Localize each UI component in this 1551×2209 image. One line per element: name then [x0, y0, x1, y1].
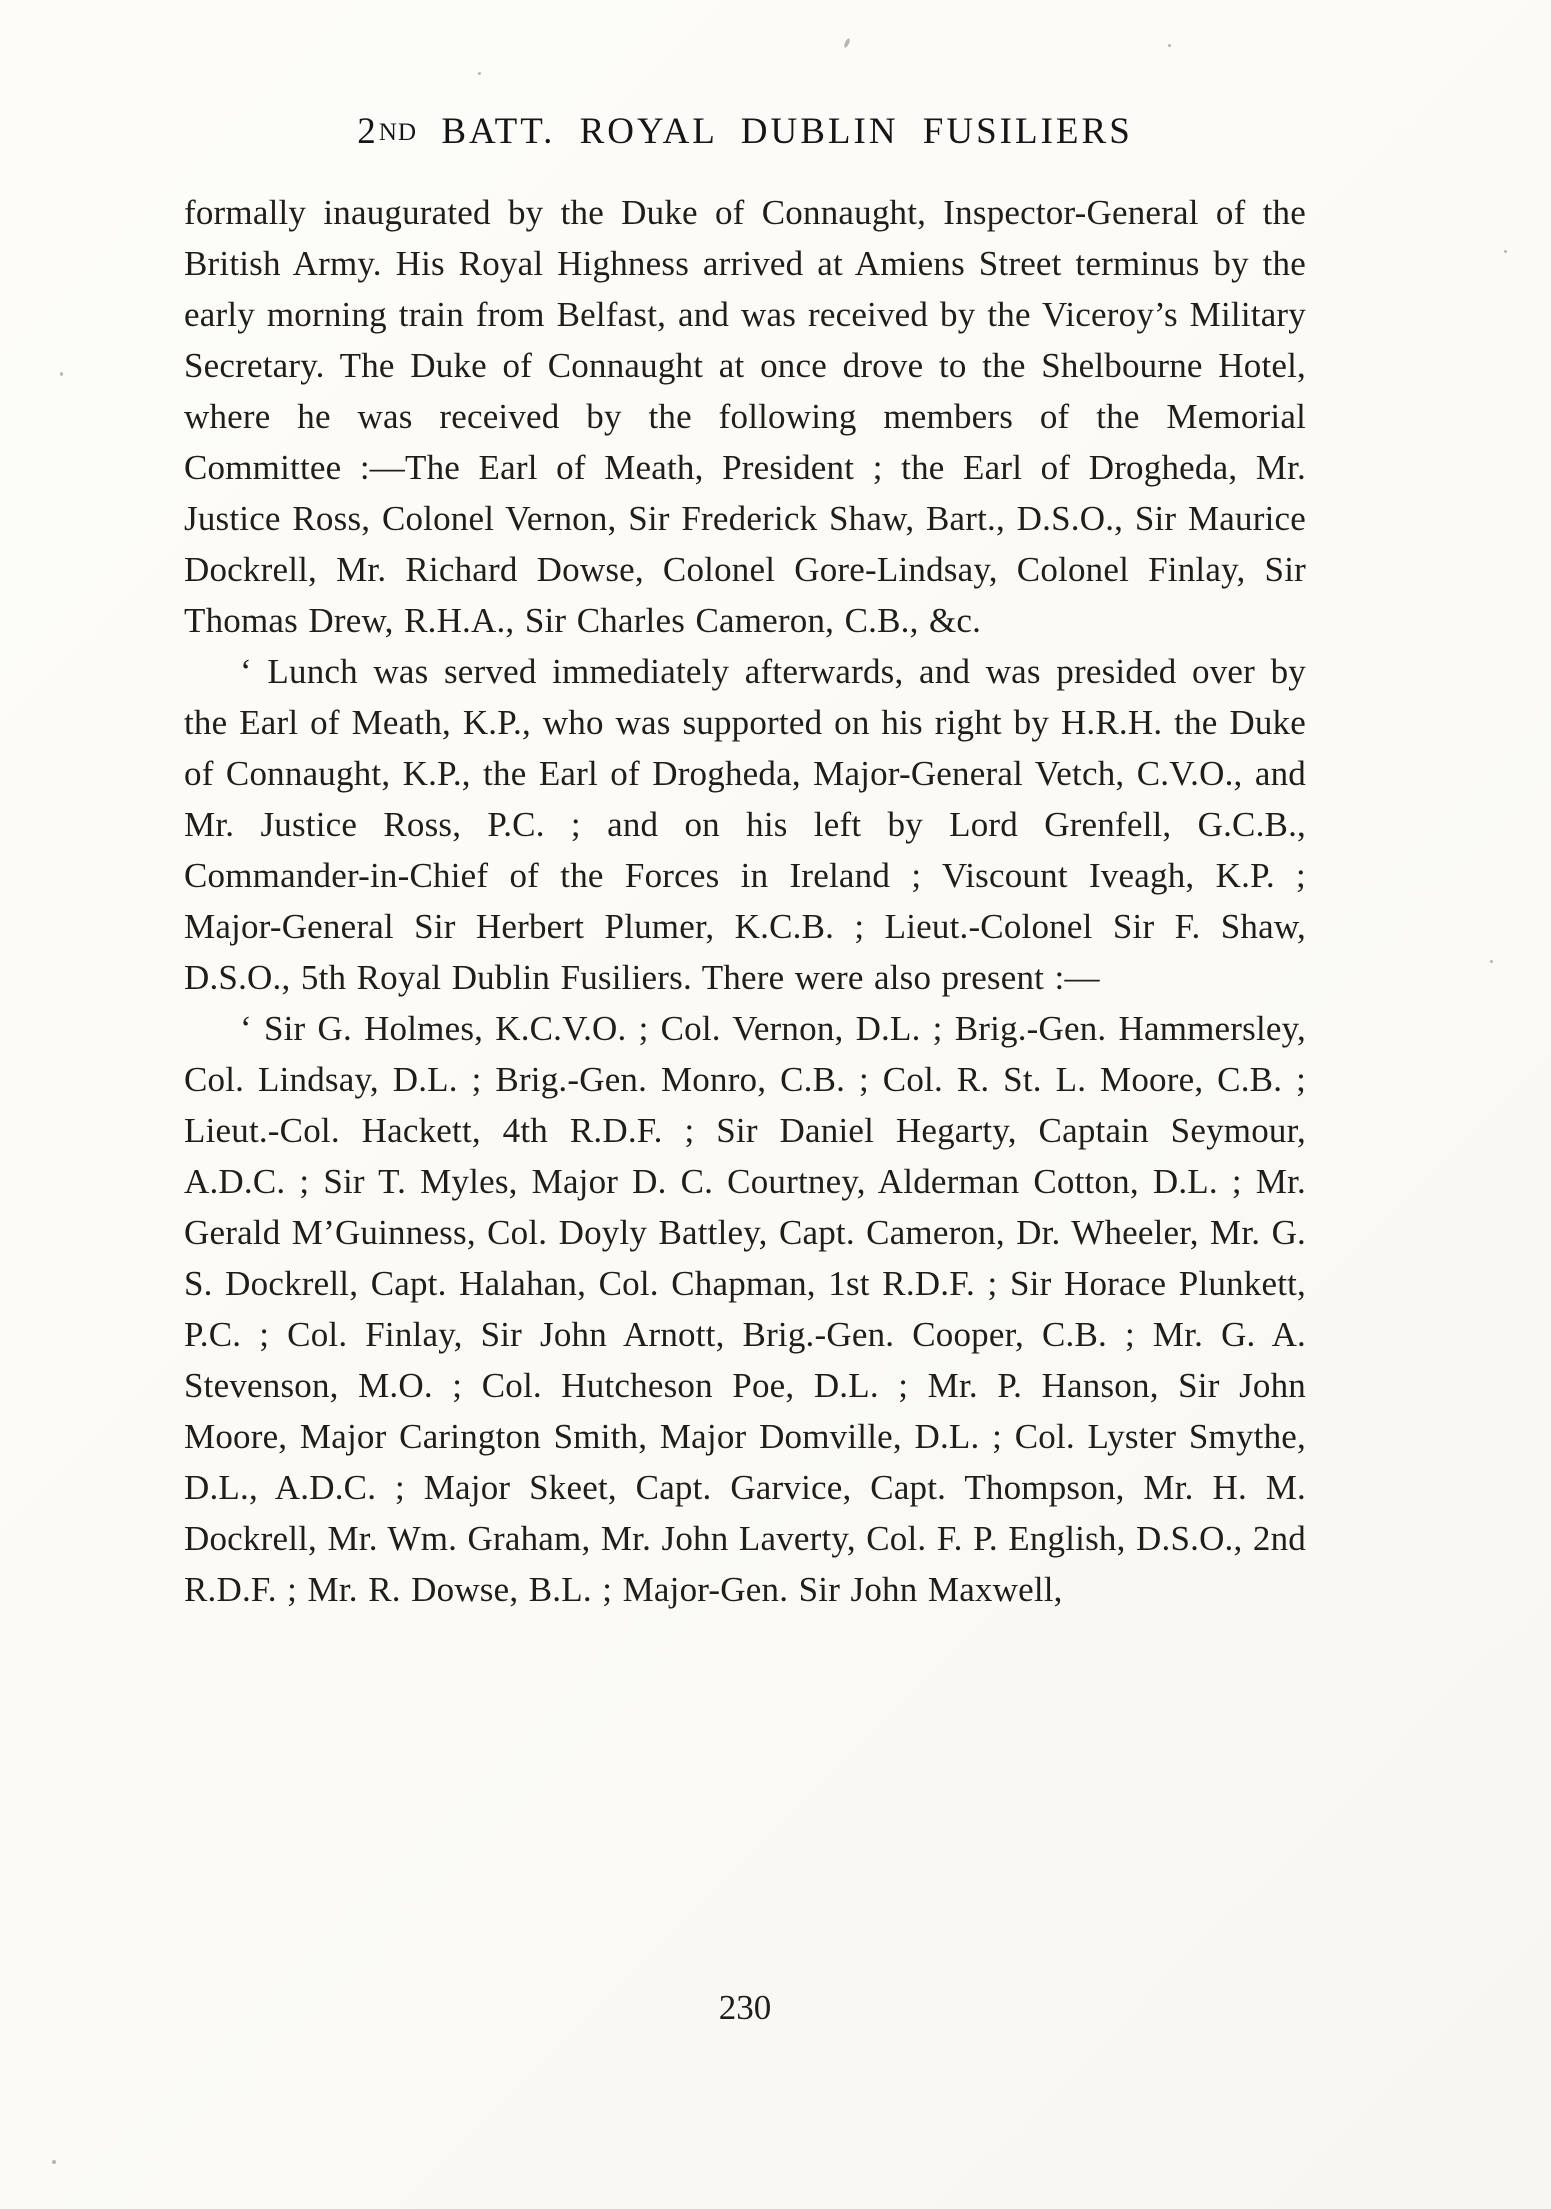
scan-speck: [843, 38, 851, 49]
text-block: [184, 110, 1306, 1615]
body-copy: [184, 187, 1306, 1615]
paragraph-1: formally inaugurated by the Duke of Connaught, Inspector-General of the British Army. His Royal Highness arrived at Amiens Street terminus by the early morning train from Belfast, and was received by the Viceroy’s Military Secretary. The Duke of Connaught at once drove to the Shelbourne Hotel, where he was received by the following members of the Memorial Committee :—The Earl of Meath, President ; the Earl of Drogheda, Mr. Justice Ross, Colonel Vernon, Sir Frederick Shaw, Bart., D.S.O., Sir Maurice Dockrell, Mr. Richard Dowse, Colonel Gore-Lindsay, Colonel Finlay, Sir Thomas Drew, R.H.A., Sir Charles Cameron, C.B., &c.: [184, 193, 1306, 640]
scan-speck: [60, 372, 63, 376]
header-title: BATT. ROYAL DUBLIN FUSILIERS: [441, 111, 1133, 152]
scan-speck: [1504, 250, 1507, 253]
scan-speck: [1490, 960, 1493, 963]
scan-speck: [1168, 44, 1171, 47]
header-batt-ordinal: ND: [378, 118, 418, 146]
scan-speck: [478, 72, 481, 75]
running-header: [184, 110, 1306, 153]
paragraph-2: ‘ Lunch was served immediately afterwards, and was presided over by the Earl of Meath, K.P., who was supported on his right by H.R.H. the Duke of Connaught, K.P., the Earl of Drogheda, Major-General Vetch, C.V.O., and Mr. Justice Ross, P.C. ; and on his left by Lord Grenfell, G.C.B., Commander-in-Chief of the Forces in Ireland ; Viscount Iveagh, K.P. ; Major-General Sir Herbert Plumer, K.C.B. ; Lieut.-Colonel Sir F. Shaw, D.S.O., 5th Royal Dublin Fusiliers. There were also present :—: [184, 652, 1306, 997]
scan-speck: [52, 2160, 56, 2164]
header-batt-number: 2: [357, 111, 379, 152]
paragraph-3: ‘ Sir G. Holmes, K.C.V.O. ; Col. Vernon, D.L. ; Brig.-Gen. Hammersley, Col. Lindsay, D.L. ; Brig.-Gen. Monro, C.B. ; Col. R. St. L. Moore, C.B. ; Lieut.-Col. Hackett, 4th R.D.F. ; Sir Daniel Hegarty, Captain Seymour, A.D.C. ; Sir T. Myles, Major D. C. Courtney, Alderman Cotton, D.L. ; Mr. Gerald M’Guinness, Col. Doyly Battley, Capt. Cameron, Dr. Wheeler, Mr. G. S. Dockrell, Capt. Halahan, Col. Chapman, 1st R.D.F. ; Sir Horace Plunkett, P.C. ; Col. Finlay, Sir John Arnott, Brig.-Gen. Cooper, C.B. ; Mr. G. A. Stevenson, M.O. ; Col. Hutcheson Poe, D.L. ; Mr. P. Hanson, Sir John Moore, Major Carington Smith, Major Domville, D.L. ; Col. Lyster Smythe, D.L., A.D.C. ; Major Skeet, Capt. Garvice, Capt. Thompson, Mr. H. M. Dockrell, Mr. Wm. Graham, Mr. John Laverty, Col. F. P. English, D.S.O., 2nd R.D.F. ; Mr. R. Dowse, B.L. ; Major-Gen. Sir John Maxwell,: [184, 1009, 1306, 1609]
page-number: 230: [718, 1988, 772, 2027]
